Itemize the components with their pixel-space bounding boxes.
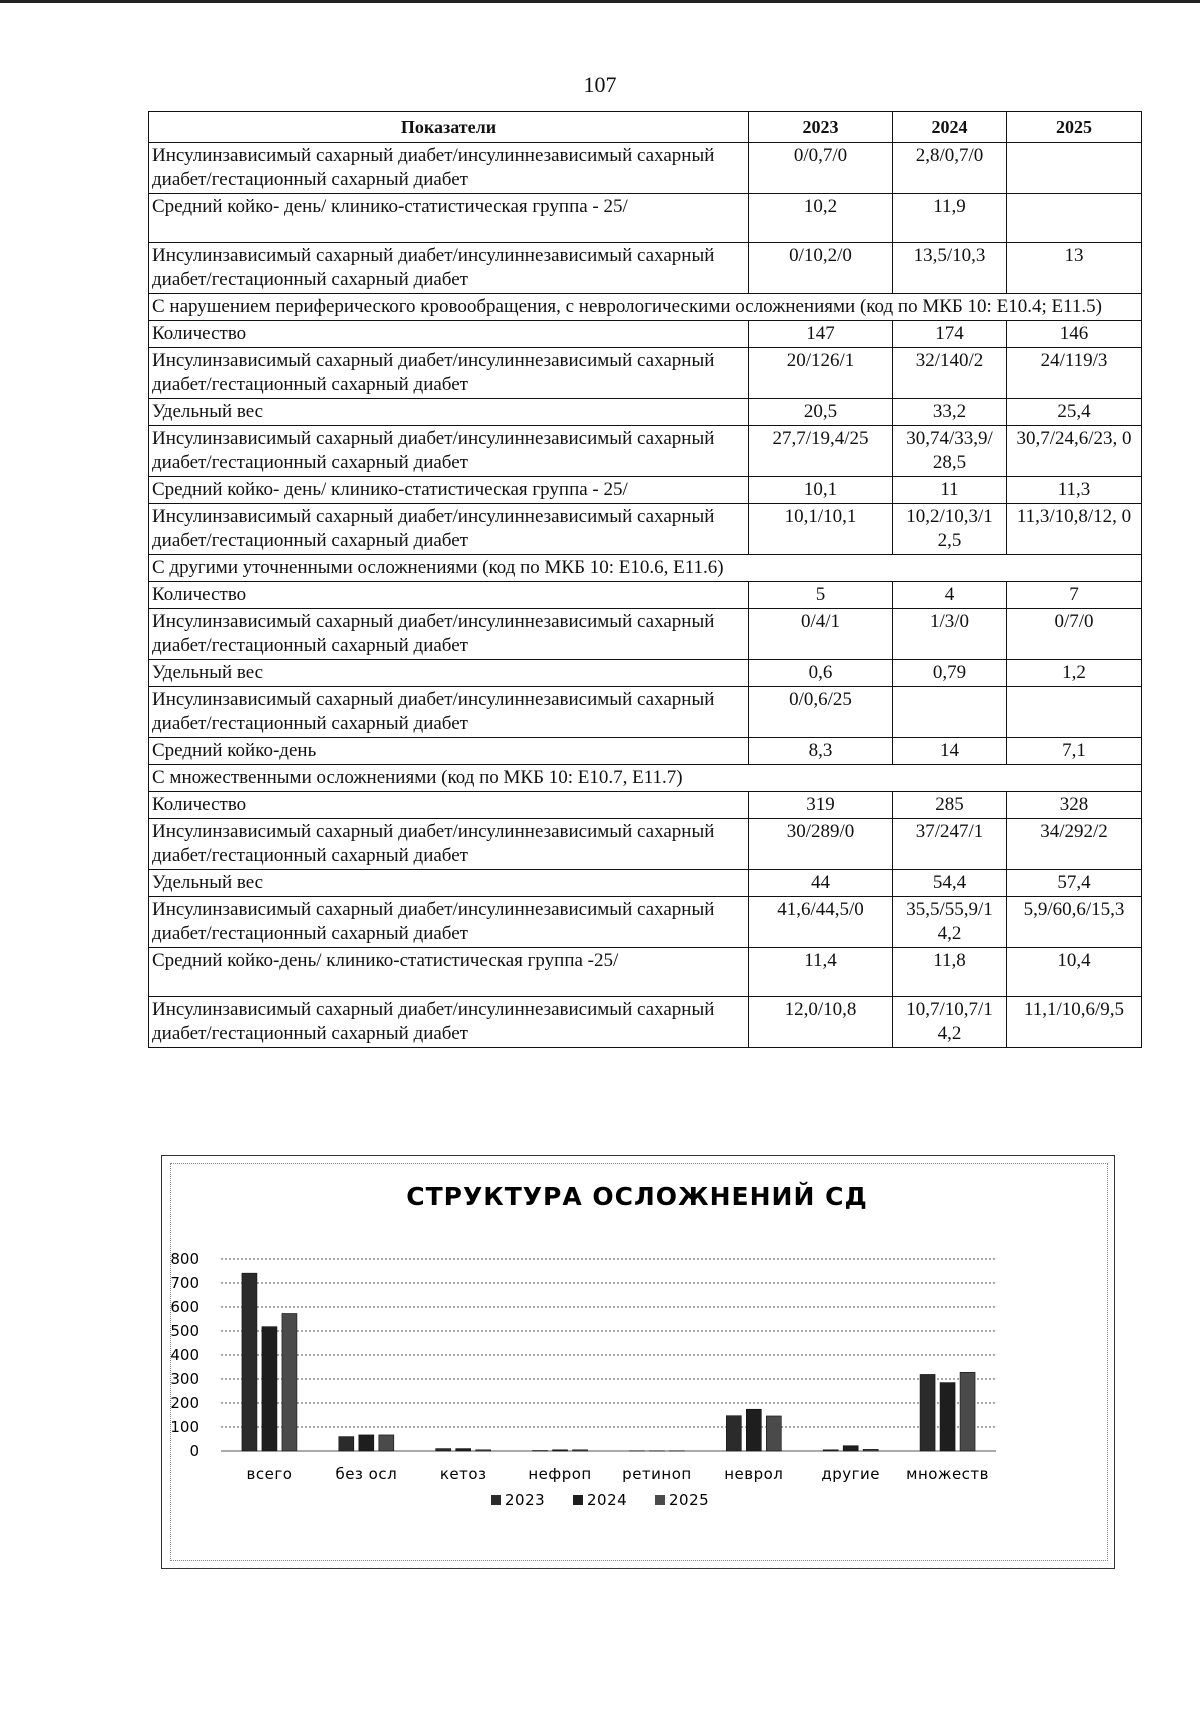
y-tick-label: 100: [170, 1418, 199, 1436]
value-cell-2025: [1007, 194, 1142, 243]
table-row: [149, 687, 1142, 738]
indicator-cell: Средний койко- день/ клинико-статистическая группа - 25/: [149, 477, 749, 504]
table-section-row: [149, 555, 1142, 582]
value-cell-2024: 1/3/0: [893, 609, 1007, 660]
value-cell-2025: 10,4: [1007, 948, 1142, 997]
indicator-cell: Инсулинзависимый сахарный диабет/инсулиннезависимый сахарный диабет/гестационный сахарный диабет: [149, 348, 749, 399]
value-cell-2024: 11: [893, 477, 1007, 504]
value-cell-2023: 10,2: [749, 194, 893, 243]
indicator-cell: Инсулинзависимый сахарный диабет/инсулиннезависимый сахарный диабет/гестационный сахарный диабет: [149, 997, 749, 1048]
bar-2024-всего: [262, 1327, 277, 1451]
table-row: [149, 897, 1142, 948]
value-cell-2024: 11,8: [893, 948, 1007, 997]
value-cell-2023: 30/289/0: [749, 819, 893, 870]
bar-2025-кетоз: [476, 1450, 491, 1451]
table-row: [149, 582, 1142, 609]
value-cell-2024: 54,4: [893, 870, 1007, 897]
x-category-label: ретиноп: [622, 1465, 692, 1483]
table-row: [149, 504, 1142, 555]
table-row: [149, 194, 1142, 243]
value-cell-2025: 328: [1007, 792, 1142, 819]
value-cell-2023: 0/10,2/0: [749, 243, 893, 294]
indicator-cell: Инсулинзависимый сахарный диабет/инсулиннезависимый сахарный диабет/гестационный сахарный диабет: [149, 609, 749, 660]
header-year-2025: 2025: [1007, 112, 1142, 143]
value-cell-2024: 13,5/10,3: [893, 243, 1007, 294]
indicator-cell: Инсулинзависимый сахарный диабет/инсулиннезависимый сахарный диабет/гестационный сахарный диабет: [149, 687, 749, 738]
table-row: [149, 738, 1142, 765]
x-category-label: без осл: [335, 1465, 398, 1483]
bar-2024-множеств: [940, 1383, 955, 1451]
table-section-row: [149, 294, 1142, 321]
legend-label-2023: 2023: [505, 1491, 546, 1509]
indicator-cell: Инсулинзависимый сахарный диабет/инсулиннезависимый сахарный диабет/гестационный сахарный диабет: [149, 819, 749, 870]
y-tick-label: 400: [170, 1346, 199, 1364]
value-cell-2025: 7,1: [1007, 738, 1142, 765]
table-row: [149, 321, 1142, 348]
value-cell-2025: [1007, 143, 1142, 194]
value-cell-2023: 12,0/10,8: [749, 997, 893, 1048]
table-row: [149, 399, 1142, 426]
table-header-row: [149, 112, 1142, 143]
value-cell-2025: 7: [1007, 582, 1142, 609]
table-body: [149, 143, 1142, 1048]
value-cell-2025: 11,1/10,6/9,5: [1007, 997, 1142, 1048]
bar-2023-неврол: [726, 1416, 741, 1451]
value-cell-2024: 35,5/55,9/1 4,2: [893, 897, 1007, 948]
value-cell-2025: 5,9/60,6/15,3: [1007, 897, 1142, 948]
x-category-label: другие: [821, 1465, 881, 1483]
bar-2024-без осл: [359, 1435, 374, 1451]
value-cell-2024: 30,74/33,9/ 28,5: [893, 426, 1007, 477]
table-row: [149, 948, 1142, 997]
complications-table: [148, 111, 1142, 1048]
indicator-cell: Средний койко- день/ клинико-статистическая группа - 25/: [149, 194, 749, 243]
y-tick-label: 500: [170, 1322, 199, 1340]
header-indicators: Показатели: [149, 112, 749, 143]
value-cell-2023: 0/4/1: [749, 609, 893, 660]
indicator-cell: Количество: [149, 321, 749, 348]
bar-2025-неврол: [766, 1416, 781, 1451]
chart-title: СТРУКТУРА ОСЛОЖНЕНИЙ СД: [406, 1182, 868, 1211]
y-tick-label: 300: [170, 1370, 199, 1388]
value-cell-2023: 0,6: [749, 660, 893, 687]
bar-2024-неврол: [746, 1409, 761, 1451]
y-tick-label: 0: [189, 1442, 199, 1460]
value-cell-2024: 10,2/10,3/1 2,5: [893, 504, 1007, 555]
legend-swatch-2025: [655, 1495, 665, 1505]
table-row: [149, 997, 1142, 1048]
value-cell-2023: 10,1/10,1: [749, 504, 893, 555]
bar-2025-нефроп: [573, 1450, 588, 1451]
y-tick-label: 600: [170, 1298, 199, 1316]
page-top-border: [0, 0, 1200, 3]
x-category-label: нефроп: [528, 1465, 592, 1483]
complications-bar-chart: [161, 1155, 1113, 1567]
value-cell-2023: 44: [749, 870, 893, 897]
value-cell-2025: 34/292/2: [1007, 819, 1142, 870]
bar-2024-другие: [843, 1446, 858, 1451]
table-row: [149, 348, 1142, 399]
value-cell-2025: 0/7/0: [1007, 609, 1142, 660]
bar-2025-множеств: [960, 1372, 975, 1451]
header-year-2024: 2024: [893, 112, 1007, 143]
indicator-cell: Инсулинзависимый сахарный диабет/инсулиннезависимый сахарный диабет/гестационный сахарный диабет: [149, 143, 749, 194]
value-cell-2024: [893, 687, 1007, 738]
value-cell-2025: [1007, 687, 1142, 738]
legend-swatch-2023: [491, 1495, 501, 1505]
legend-swatch-2024: [573, 1495, 583, 1505]
table-row: [149, 143, 1142, 194]
value-cell-2025: 57,4: [1007, 870, 1142, 897]
value-cell-2025: 25,4: [1007, 399, 1142, 426]
value-cell-2023: 20,5: [749, 399, 893, 426]
indicator-cell: Инсулинзависимый сахарный диабет/инсулиннезависимый сахарный диабет/гестационный сахарный диабет: [149, 426, 749, 477]
value-cell-2024: 11,9: [893, 194, 1007, 243]
table-row: [149, 819, 1142, 870]
value-cell-2023: 0/0,7/0: [749, 143, 893, 194]
value-cell-2025: 24/119/3: [1007, 348, 1142, 399]
value-cell-2025: 1,2: [1007, 660, 1142, 687]
header-year-2023: 2023: [749, 112, 893, 143]
table-row: [149, 243, 1142, 294]
value-cell-2025: 30,7/24,6/23, 0: [1007, 426, 1142, 477]
table-row: [149, 870, 1142, 897]
indicator-cell: Инсулинзависимый сахарный диабет/инсулиннезависимый сахарный диабет/гестационный сахарный диабет: [149, 243, 749, 294]
bar-2023-множеств: [920, 1374, 935, 1451]
value-cell-2023: 41,6/44,5/0: [749, 897, 893, 948]
legend-label-2024: 2024: [587, 1491, 628, 1509]
table-section-row: [149, 765, 1142, 792]
value-cell-2024: 10,7/10,7/1 4,2: [893, 997, 1007, 1048]
value-cell-2023: 20/126/1: [749, 348, 893, 399]
indicator-cell: Количество: [149, 582, 749, 609]
table-row: [149, 426, 1142, 477]
bar-2023-кетоз: [436, 1449, 451, 1451]
section-heading: С множественными осложнениями (код по МКБ 10: E10.7, E11.7): [149, 765, 1142, 792]
value-cell-2025: 11,3/10,8/12, 0: [1007, 504, 1142, 555]
indicator-cell: Инсулинзависимый сахарный диабет/инсулиннезависимый сахарный диабет/гестационный сахарный диабет: [149, 897, 749, 948]
indicator-cell: Удельный вес: [149, 399, 749, 426]
value-cell-2025: 11,3: [1007, 477, 1142, 504]
bar-2023-без осл: [339, 1437, 354, 1451]
section-heading: С нарушением периферического кровообращения, с неврологическими осложнениями (код по МКБ 10: E10.4; E11.5): [149, 294, 1142, 321]
bar-2025-без осл: [379, 1435, 394, 1451]
value-cell-2023: 319: [749, 792, 893, 819]
value-cell-2023: 8,3: [749, 738, 893, 765]
value-cell-2023: 147: [749, 321, 893, 348]
y-tick-label: 800: [170, 1250, 199, 1268]
table-row: [149, 477, 1142, 504]
x-category-label: неврол: [724, 1465, 784, 1483]
indicator-cell: Средний койко-день: [149, 738, 749, 765]
bar-2024-нефроп: [553, 1450, 568, 1451]
table-row: [149, 792, 1142, 819]
x-category-label: всего: [246, 1465, 293, 1483]
value-cell-2023: 10,1: [749, 477, 893, 504]
y-tick-label: 700: [170, 1274, 199, 1292]
value-cell-2024: 2,8/0,7/0: [893, 143, 1007, 194]
value-cell-2023: 11,4: [749, 948, 893, 997]
section-heading: С другими уточненными осложнениями (код по МКБ 10: E10.6, E11.6): [149, 555, 1142, 582]
value-cell-2024: 0,79: [893, 660, 1007, 687]
indicator-cell: Количество: [149, 792, 749, 819]
value-cell-2024: 174: [893, 321, 1007, 348]
x-category-label: кетоз: [439, 1465, 487, 1483]
value-cell-2024: 14: [893, 738, 1007, 765]
value-cell-2025: 146: [1007, 321, 1142, 348]
value-cell-2024: 33,2: [893, 399, 1007, 426]
table-row: [149, 660, 1142, 687]
value-cell-2023: 5: [749, 582, 893, 609]
value-cell-2024: 37/247/1: [893, 819, 1007, 870]
table-row: [149, 609, 1142, 660]
legend-label-2025: 2025: [669, 1491, 710, 1509]
indicator-cell: Удельный вес: [149, 660, 749, 687]
page-number: 107: [583, 72, 617, 97]
bar-2023-всего: [242, 1273, 257, 1451]
bar-2025-всего: [282, 1313, 297, 1451]
value-cell-2023: 0/0,6/25: [749, 687, 893, 738]
x-category-label: множеств: [906, 1465, 989, 1483]
bar-2024-кетоз: [456, 1449, 471, 1451]
value-cell-2024: 4: [893, 582, 1007, 609]
value-cell-2024: 32/140/2: [893, 348, 1007, 399]
value-cell-2025: 13: [1007, 243, 1142, 294]
bar-2025-другие: [863, 1449, 878, 1451]
indicator-cell: Удельный вес: [149, 870, 749, 897]
bar-2023-другие: [823, 1450, 838, 1451]
value-cell-2024: 285: [893, 792, 1007, 819]
indicator-cell: Средний койко-день/ клинико-статистическая группа -25/: [149, 948, 749, 997]
y-tick-label: 200: [170, 1394, 199, 1412]
indicator-cell: Инсулинзависимый сахарный диабет/инсулиннезависимый сахарный диабет/гестационный сахарный диабет: [149, 504, 749, 555]
value-cell-2023: 27,7/19,4/25: [749, 426, 893, 477]
